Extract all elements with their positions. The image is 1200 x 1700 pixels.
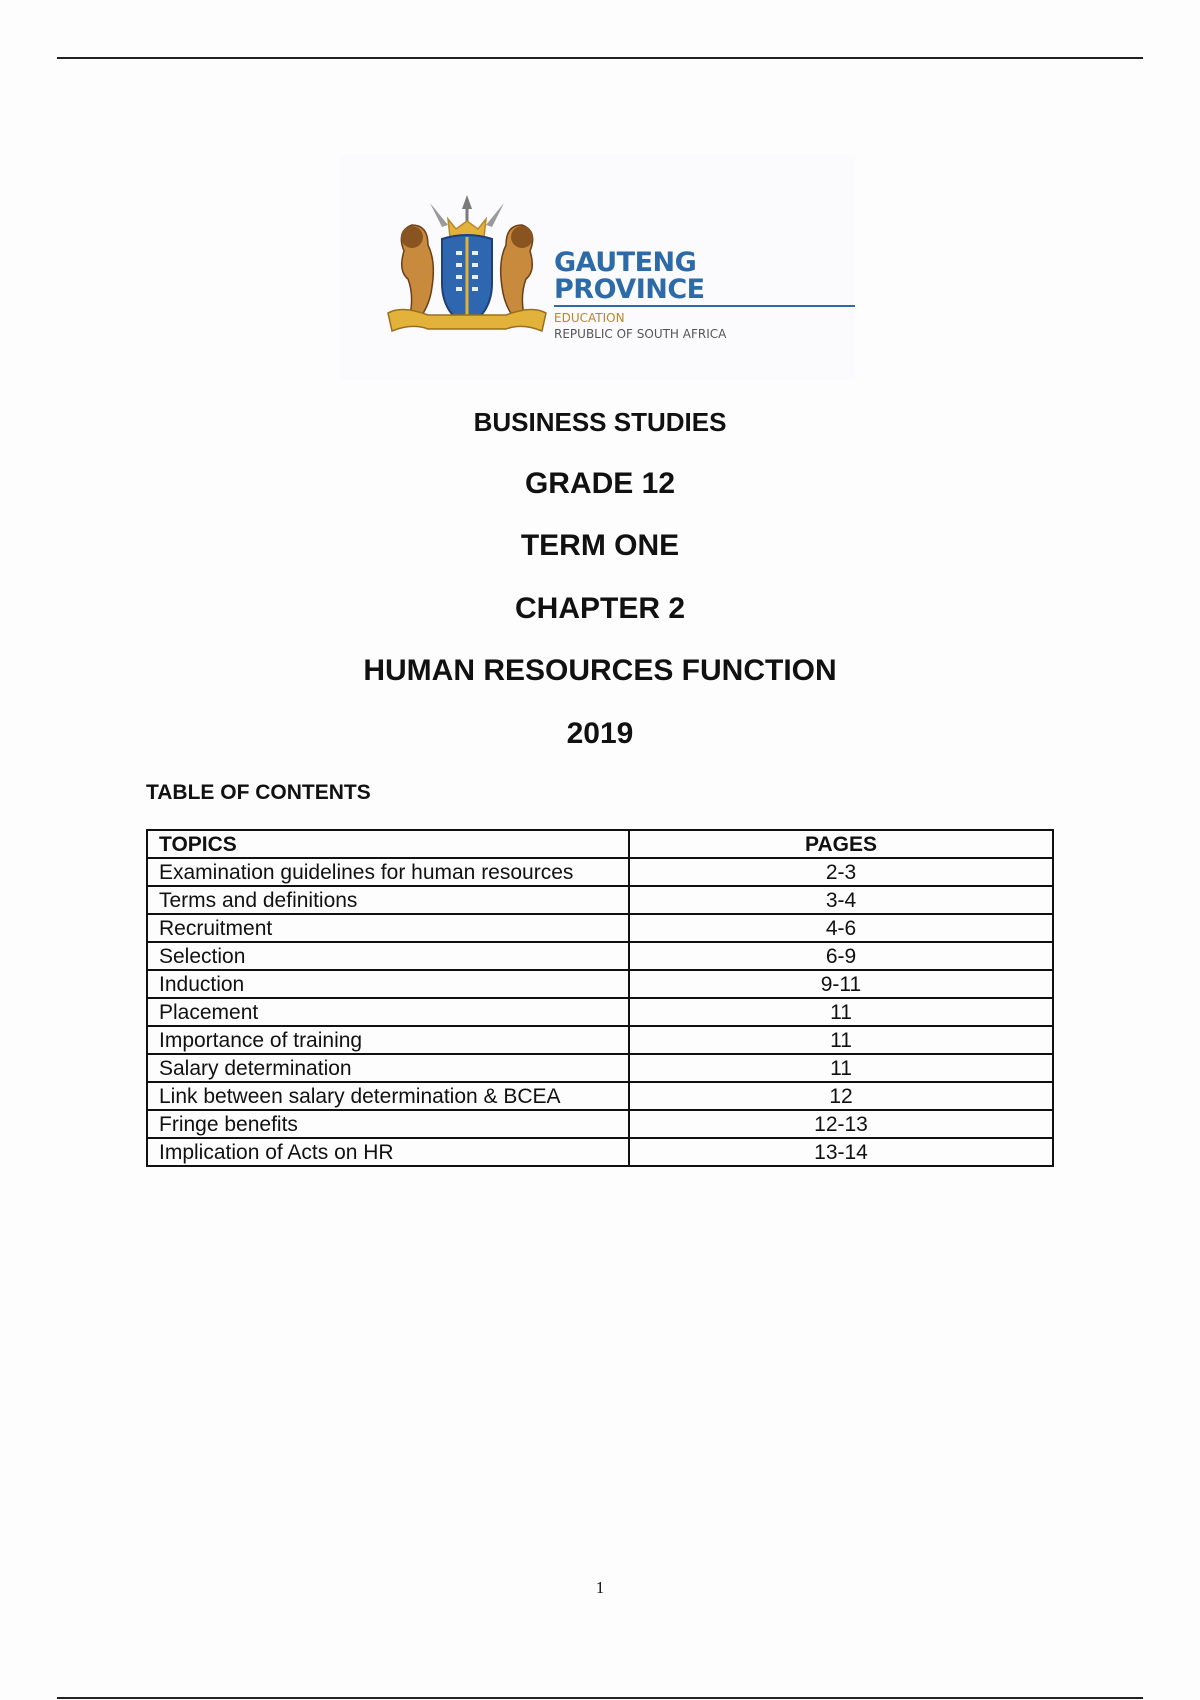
table-row xyxy=(147,1082,1053,1110)
toc-topic: Fringe benefits xyxy=(147,1110,629,1138)
toc-pages: 12 xyxy=(629,1082,1053,1110)
footer-rule xyxy=(57,1697,1143,1699)
year-title: 2019 xyxy=(566,717,634,750)
toc-topic: Examination guidelines for human resources xyxy=(147,858,629,886)
toc-heading: TABLE OF CONTENTS xyxy=(146,781,371,804)
toc-topic: Recruitment xyxy=(147,914,629,942)
toc-topic: Implication of Acts on HR xyxy=(147,1138,629,1166)
department-name: EDUCATION xyxy=(554,311,625,325)
toc-header-topics: TOPICS xyxy=(147,830,629,858)
toc-topic: Salary determination xyxy=(147,1054,629,1082)
table-row xyxy=(147,942,1053,970)
toc-pages: 11 xyxy=(629,998,1053,1026)
toc-pages: 2-3 xyxy=(629,858,1053,886)
coat-of-arms-icon xyxy=(382,191,552,341)
toc-topic: Terms and definitions xyxy=(147,886,629,914)
table-row xyxy=(147,1138,1053,1166)
toc-topic: Selection xyxy=(147,942,629,970)
topic-title: HUMAN RESOURCES FUNCTION xyxy=(363,654,837,687)
page-number: 1 xyxy=(595,1578,605,1597)
toc-pages: 13-14 xyxy=(629,1138,1053,1166)
toc-pages: 3-4 xyxy=(629,886,1053,914)
toc-table xyxy=(146,829,1054,1167)
toc-pages: 11 xyxy=(629,1026,1053,1054)
organisation-name: GAUTENG PROVINCE xyxy=(554,249,855,307)
table-row xyxy=(147,886,1053,914)
gauteng-logo xyxy=(340,155,855,380)
term-title: TERM ONE xyxy=(520,529,680,562)
toc-topic: Placement xyxy=(147,998,629,1026)
table-row xyxy=(147,1054,1053,1082)
subject-title: BUSINESS STUDIES xyxy=(473,407,727,437)
table-row xyxy=(147,998,1053,1026)
toc-header-pages: PAGES xyxy=(629,830,1053,858)
table-row xyxy=(147,1026,1053,1054)
toc-topic: Link between salary determination & BCEA xyxy=(147,1082,629,1110)
table-row xyxy=(147,858,1053,886)
country-name: REPUBLIC OF SOUTH AFRICA xyxy=(554,327,727,341)
table-row xyxy=(147,970,1053,998)
toc-pages: 11 xyxy=(629,1054,1053,1082)
toc-pages: 4-6 xyxy=(629,914,1053,942)
header-rule xyxy=(57,57,1143,59)
grade-title: GRADE 12 xyxy=(524,467,676,500)
table-row xyxy=(147,914,1053,942)
toc-topic: Induction xyxy=(147,970,629,998)
toc-pages: 6-9 xyxy=(629,942,1053,970)
toc-topic: Importance of training xyxy=(147,1026,629,1054)
toc-pages: 12-13 xyxy=(629,1110,1053,1138)
table-row xyxy=(147,1110,1053,1138)
chapter-title: CHAPTER 2 xyxy=(514,592,686,625)
toc-header-row xyxy=(147,830,1053,858)
toc-pages: 9-11 xyxy=(629,970,1053,998)
